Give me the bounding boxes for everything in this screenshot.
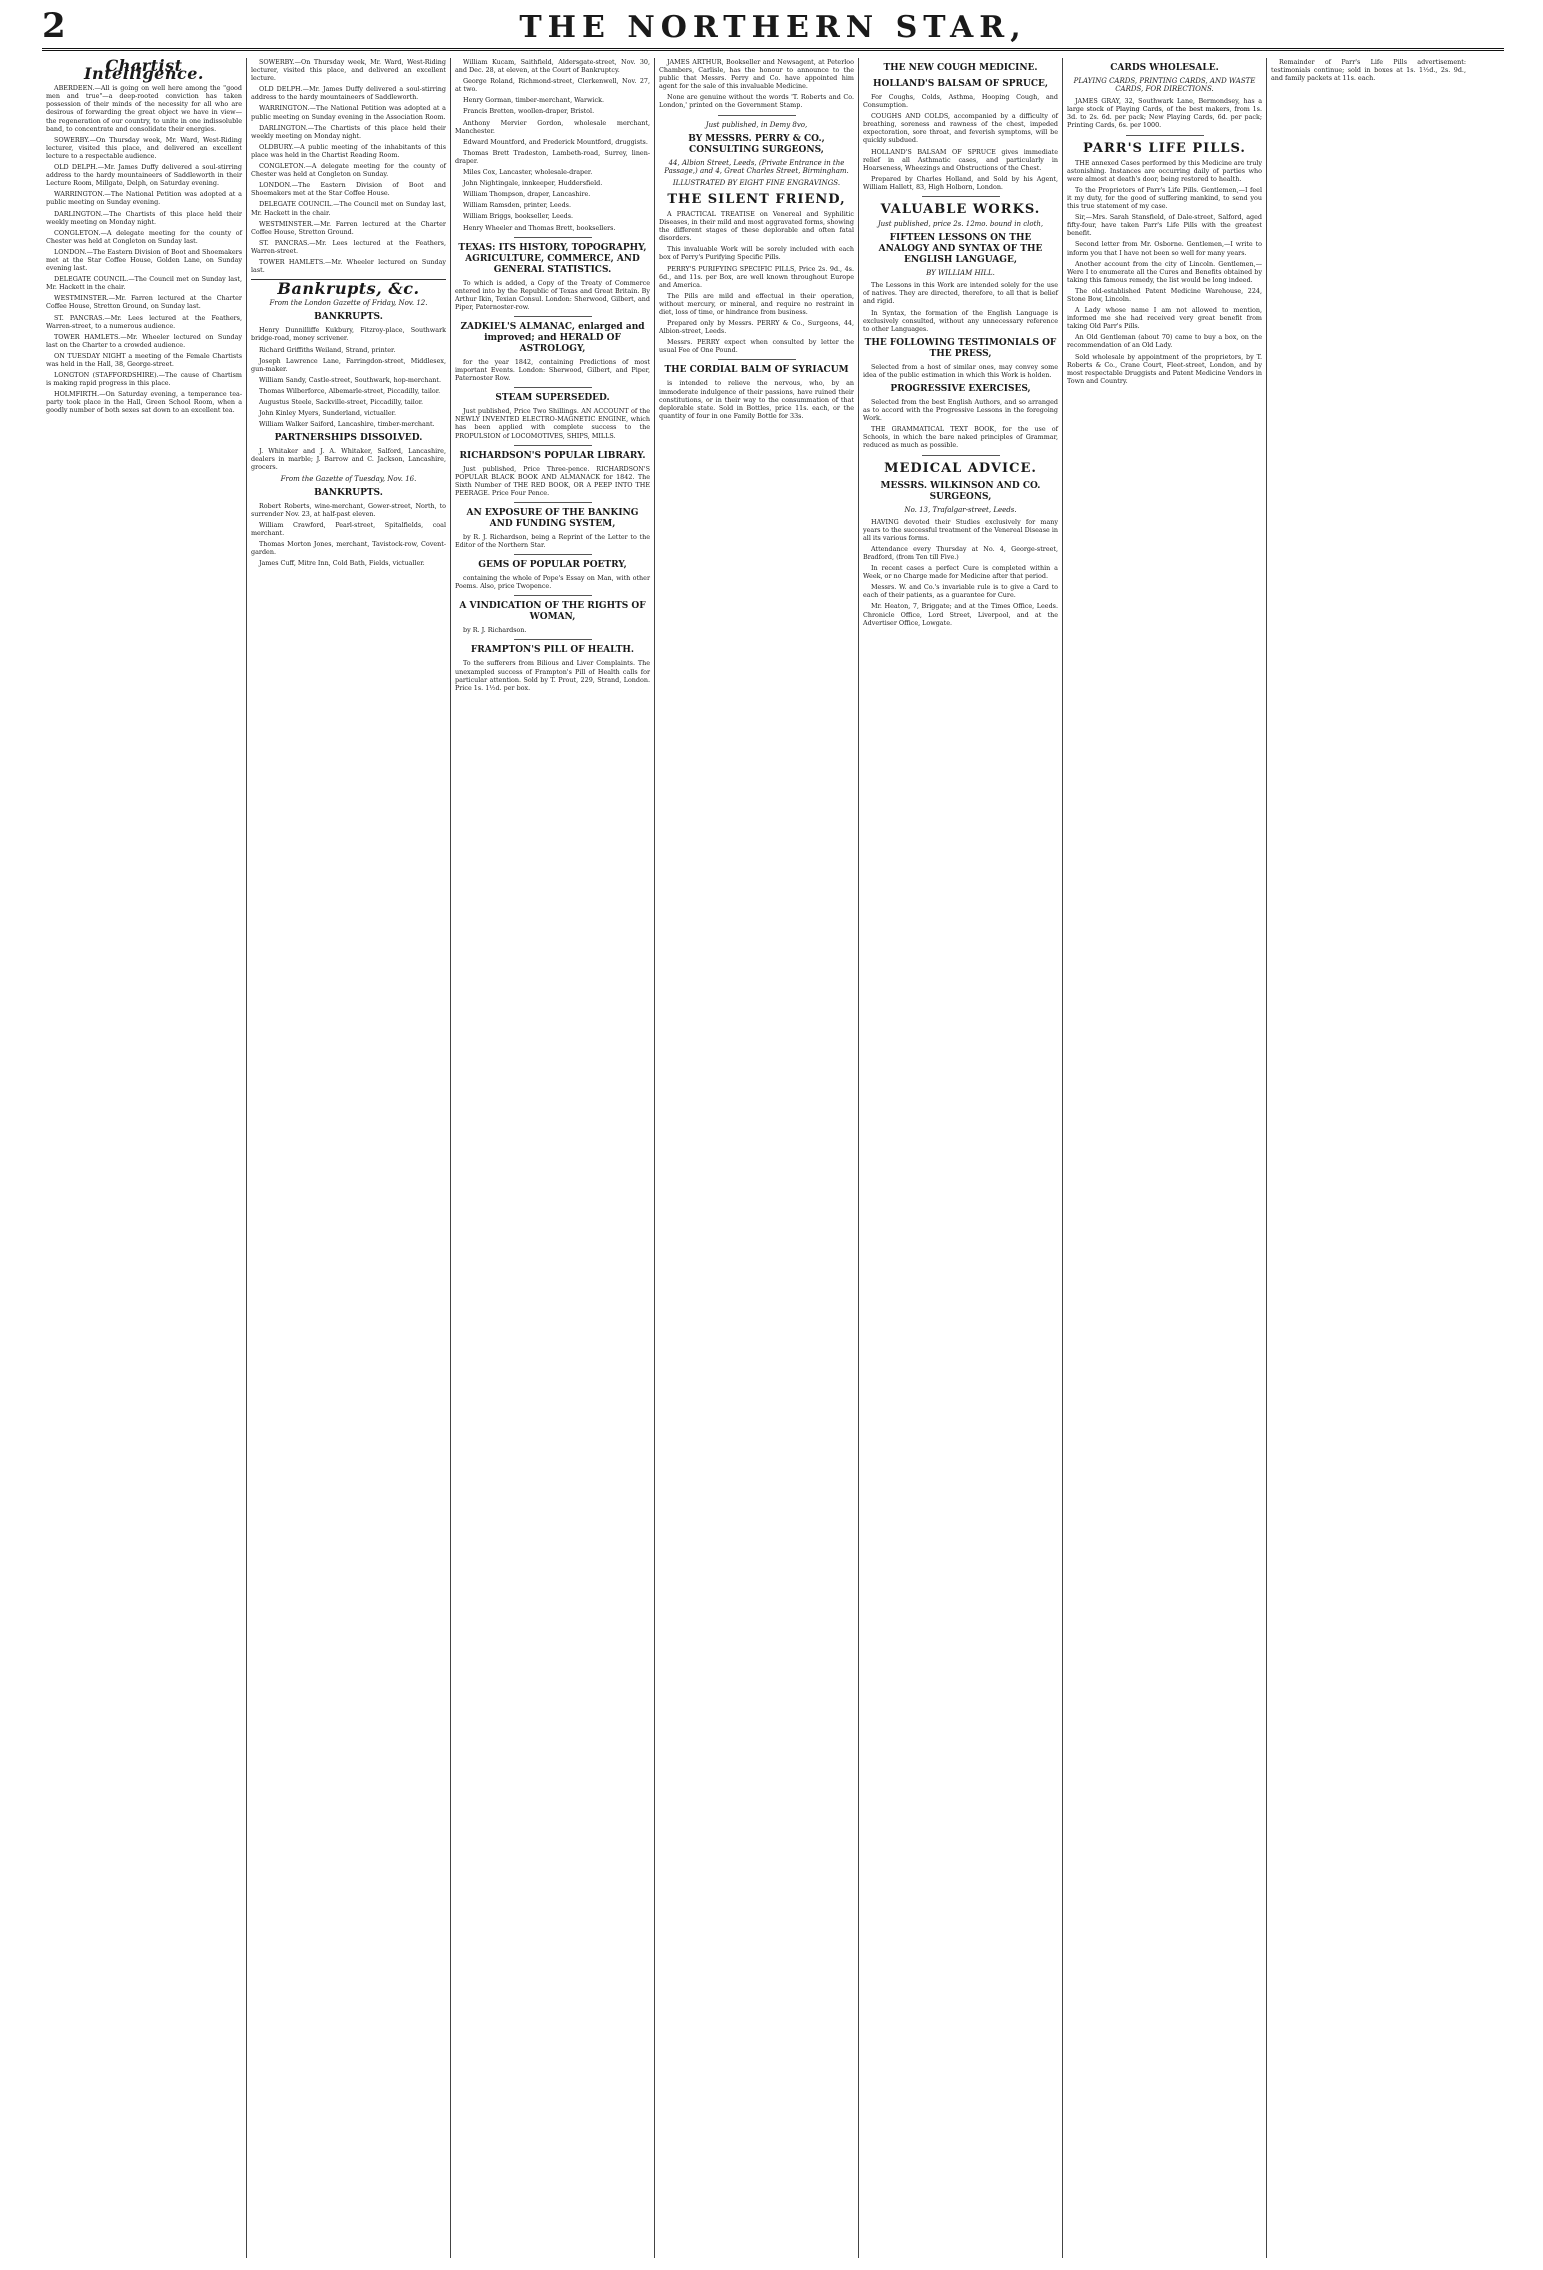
bankrupts-list-2 — [251, 502, 446, 568]
paragraph: Prepared by Charles Holland, and Sold by his Agent, William Hallett, 83, High Holborn, London. — [863, 174, 1058, 191]
paragraph: William Crawford, Pearl-street, Spitalfields, coal merchant. — [251, 520, 446, 537]
paragraph: SOWERBY.—On Thursday week, Mr. Ward, West-Riding lecturer, visited this place, and delivered an excellent lecture to a respectable audience. — [46, 135, 242, 160]
ad-title: FRAMPTON'S PILL OF HEALTH. — [470, 645, 635, 656]
section-title: Bankrupts, &c. — [277, 279, 420, 299]
paragraph: Henry Wheeler and Thomas Brett, booksellers. — [463, 223, 616, 232]
paragraph: TOWER HAMLETS.—Mr. Wheeler lectured on Sunday last on the Charter to a crowded audience. — [46, 332, 242, 349]
paragraph: WARRINGTON.—The National Petition was adopted at a public meeting on Sunday evening in the Association Room. — [251, 104, 446, 121]
paragraph: William Briggs, bookseller, Leeds. — [463, 212, 574, 221]
paragraph: Thomas Brett Tradeston, Lambeth-road, Surrey, linen-draper. — [455, 148, 650, 165]
balm-title: THE CORDIAL BALM OF SYRIACUM — [664, 365, 849, 376]
ad-address: 44, Albion Street, Leeds, (Private Entrance in the Passage,) and 4, Great Charles Street, Birmingham. — [664, 158, 849, 175]
paragraph: John Kinley Myers, Sunderland, victualler. — [259, 409, 397, 418]
ad-title: RICHARDSON'S POPULAR LIBRARY. — [459, 450, 646, 461]
paragraph: COUGHS AND COLDS, accompanied by a difficulty of breathing, soreness and rawness of the chest, impeded expectoration, sore throat, and feverish symptoms, will be quickly subdued. — [863, 112, 1058, 145]
paragraph: James Cuff, Mitre Inn, Cold Bath, Fields, victualler. — [259, 559, 425, 568]
paragraph: ABERDEEN.—All is going on well here among the "good men and true"—a deep-rooted conviction has taken possession of their minds of the necessity for all who are desirous of forwarding the great object we have in view—the regeneration of our country, to unite in one indissoluble band, to concentrate and consolidate their energies. — [46, 84, 242, 133]
ad-title: STEAM SUPERSEDED. — [495, 393, 610, 404]
grammatical-text: THE GRAMMATICAL TEXT BOOK, for the use of Schools, in which the bare naked principles of Grammar, reduced as much as possible. — [863, 425, 1058, 450]
paragraph: OLDBURY.—A public meeting of the inhabitants of this place was held in the Chartist Reading Room. — [251, 142, 446, 159]
ad-title: GEMS OF POPULAR POETRY, — [478, 560, 627, 571]
ad-firm: BY MESSRS. PERRY & CO., CONSULTING SURGEONS, — [688, 133, 825, 155]
ad-title: ZADKIEL'S ALMANAC, enlarged and improved; and HERALD OF ASTROLOGY, — [460, 321, 645, 354]
paragraphs — [46, 84, 242, 414]
paragraph: Francis Bretten, woollen-draper, Bristol. — [463, 107, 595, 116]
ad-title: THE NEW COUGH MEDICINE. — [883, 63, 1038, 73]
divider — [514, 445, 592, 446]
paragraph: SOWERBY.—On Thursday week, Mr. Ward, West-Riding lecturer, visited this place, and delivered an excellent lecture. — [251, 58, 446, 83]
ad-subtitle: HOLLAND'S BALSAM OF SPRUCE, — [872, 79, 1048, 89]
ad-body: by R. J. Richardson, being a Reprint of the Letter to the Editor of the Northern Star. — [455, 533, 650, 550]
page-number: 2 — [42, 6, 66, 46]
paragraph: Richard Griffiths Weiland, Strand, printer. — [259, 345, 396, 354]
divider — [514, 316, 592, 317]
divider — [718, 115, 796, 116]
paragraph: This invaluable Work will be sorely included with each box of Perry's Purifying Specific Pills. — [659, 245, 854, 262]
divider — [922, 455, 1000, 456]
progressive-body: Selected from the best English Authors, and so arranged as to accord with the Progressive Lessons in the foregoing Work. — [863, 397, 1058, 423]
medical-address: No. 13, Trafalgar-street, Leeds. — [904, 505, 1017, 514]
bankrupts-list — [251, 326, 446, 428]
column-3 — [450, 58, 654, 2258]
masthead-rule — [42, 48, 1504, 51]
paragraph: Henry Dunnilliffe Kukbury, Fitzroy-place, Southwark bridge-road, money scrivener. — [251, 326, 446, 343]
paragraph: DELEGATE COUNCIL.—The Council met on Sunday last, Mr. Hackett in the chair. — [251, 200, 446, 217]
paragraph: Remainder of Parr's Life Pills advertisement: testimonials continue; sold in boxes at 1s. 1½d., 2s. 9d., and family packets at 11s. each. — [1271, 58, 1466, 83]
paragraph: William Sandy, Castle-street, Southwark, hop-merchant. — [259, 375, 442, 384]
paragraphs — [1271, 58, 1466, 82]
ad-title: THE SILENT FRIEND, — [667, 191, 846, 207]
paragraph: Sir,—Mrs. Sarah Stansfield, of Dale-street, Salford, aged fifty-four, have taken Parr's Life Pills with the greatest benefit. — [1067, 213, 1262, 238]
paragraph: HOLMFIRTH.—On Saturday evening, a temperance tea-party took place in the Hall, Green School Room, when a goodly number of both sexes sat down to an excellent tea. — [46, 390, 242, 415]
paragraph: The old-established Patent Medicine Warehouse, 224, Stone Bow, Lincoln. — [1067, 286, 1262, 303]
bankrupts-head-2: BANKRUPTS. — [314, 487, 383, 498]
newspaper-title: THE NORTHERN STAR, — [519, 10, 1027, 45]
paragraph: William Ramsden, printer, Leeds. — [463, 201, 571, 210]
paragraph: LONDON.—The Eastern Division of Boot and Shoemakers met at the Star Coffee House, Golden Lane, on Sunday evening last. — [46, 247, 242, 273]
columns — [42, 58, 1504, 2258]
paragraph: Robert Roberts, wine-merchant, Gower-street, North, to surrender Nov. 23, at half-past eleven. — [251, 501, 446, 518]
lessons-title: FIFTEEN LESSONS ON THE ANALOGY AND SYNTAX OF THE ENGLISH LANGUAGE, — [878, 233, 1043, 266]
paragraph: DARLINGTON.—The Chartists of this place held their weekly meeting on Monday night. — [251, 123, 446, 140]
medical-head: MEDICAL ADVICE. — [884, 460, 1037, 476]
paragraph: LONGTON (STAFFORDSHIRE).—The cause of Chartism is making rapid progress in this place. — [46, 371, 242, 388]
paragraph: ST. PANCRAS.—Mr. Lees lectured at the Feathers, Warren-street, to a numerous audience. — [46, 313, 242, 330]
ad-intro: Just published, in Demy 8vo, — [705, 120, 808, 129]
paragraph: ON TUESDAY NIGHT a meeting of the Female Chartists was held in the Hall, 38, George-street. — [46, 351, 242, 368]
ad-title: AN EXPOSURE OF THE BANKING AND FUNDING SYSTEM, — [466, 508, 639, 529]
paragraph: William Walker Saiford, Lancashire, timber-merchant. — [259, 420, 435, 429]
ads — [455, 237, 650, 692]
parr-head: PARR'S LIFE PILLS. — [1083, 140, 1246, 156]
ad-body: To the sufferers from Bilious and Liver Complaints. The unexampled success of Frampton's Pill of Health calls for particular attention. Sold by T. Prout, 229, Strand, London. Price 1s. 1½d. per box. — [455, 659, 650, 692]
ad-title: CARDS WHOLESALE. — [1110, 63, 1219, 73]
balm-body: is intended to relieve the nervous, who, by an immoderate indulgence of their passions, have ruined their constitutions, or in their way to the consummation of that deplorable state. Sold in Bottles, price 11s. each, or the quantity of four in one Family Bottle for 33s. — [659, 379, 854, 420]
paragraph: THE annexed Cases performed by this Medicine are truly astonishing. Instances are occurring daily of parties who were almost at death's door, being restored to health. — [1067, 158, 1262, 183]
paragraph: Edward Mountford, and Frederick Mountford, druggists. — [463, 137, 648, 146]
divider — [1126, 135, 1204, 136]
paragraph: WARRINGTON.—The National Petition was adopted at a public meeting on Sunday evening. — [46, 190, 242, 207]
paragraph: Joseph Lawrence Lane, Farringdon-street, Middlesex, gun-maker. — [251, 356, 446, 373]
divider — [514, 639, 592, 640]
paragraph: JAMES GRAY, 32, Southwark Lane, Bermondsey, has a large stock of Playing Cards, of the best makers, from 1s. 3d. to 2s. 6d. per pack; New Playing Cards, 6d. per pack; Printing Cards, 6s. per 1000. — [1067, 97, 1262, 130]
divider — [514, 502, 592, 503]
divider — [514, 554, 592, 555]
paragraph: HAVING devoted their Studies exclusively for many years to the successful treatment of the Venereal Disease in all its various forms. — [863, 517, 1058, 542]
column-6 — [1062, 58, 1266, 2258]
divider — [514, 595, 592, 596]
paragraph: Thomas Wilberforce, Albemarle-street, Piccadilly, tailor. — [259, 386, 441, 395]
paragraphs — [455, 58, 650, 232]
paragraph: Sold wholesale by appointment of the proprietors, by T. Roberts & Co., Crane Court, Fleet-street, London, and by most respectable Druggists and Patent Medicine Vendors in Town and Country. — [1067, 352, 1262, 385]
paragraph: An Old Gentleman (about 70) came to buy a box, on the recommendation of an Old Lady. — [1067, 333, 1262, 350]
paragraph: A Lady whose name I am not allowed to mention, informed me she had received very great benefit from taking Old Parr's Pills. — [1067, 306, 1262, 331]
paragraph: William Thompson, draper, Lancashire. — [463, 190, 591, 199]
paragraph: The Lessons in this Work are intended solely for the use of natives. They are directed, therefore, to all that is belief and rigid. — [863, 281, 1058, 306]
divider — [514, 237, 592, 238]
paragraph: John Nightingale, innkeeper, Huddersfield. — [463, 179, 603, 188]
ad-body: containing the whole of Pope's Essay on Man, with other Poems. Also, price Twopence. — [455, 574, 650, 591]
ad-body: for the year 1842, containing Predictions of most important Events. London: Sherwood, Gilbert, and Piper, Paternoster Row. — [455, 357, 650, 383]
paragraph: William Kucam, Saithfield, Aldersgate-street, Nov. 30, and Dec. 28, at eleven, at the Court of Bankruptcy. — [455, 58, 650, 75]
paragraph: OLD DELPH.—Mr. James Duffy delivered a soul-stirring address to the hardy mountaineers of Saddleworth in their Lecture Room, Millgate, Delph, on Saturday evening. — [46, 163, 242, 188]
ad-body: Just published, Price Three-pence. RICHARDSON'S POPULAR BLACK BOOK AND ALMANACK for 1842. The Sixth Number of THE RED BOOK, OR A PEEP INTO THE PEERAGE. Price Four Pence. — [455, 464, 650, 497]
column-1 — [42, 58, 246, 2258]
ad-title: A VINDICATION OF THE RIGHTS OF WOMAN, — [459, 601, 646, 623]
ad-body — [659, 210, 854, 355]
gazette-subtitle-2: From the Gazette of Tuesday, Nov. 16. — [280, 474, 417, 483]
paragraph: Anthony Mervier Gordon, wholesale merchant, Manchester. — [455, 118, 650, 135]
paragraph: A PRACTICAL TREATISE on Venereal and Syphilitic Diseases, in their mild and most aggravated forms, showing the different stages of these deplorable and often fatal disorders. — [659, 209, 854, 243]
gazette-subtitle: From the London Gazette of Friday, Nov. 12. — [269, 299, 428, 308]
paragraph: PERRY'S PURIFYING SPECIFIC PILLS, Price 2s. 9d., 4s. 6d., and 11s. per Box, are well known throughout Europe and America. — [659, 264, 854, 289]
medical-body — [863, 518, 1058, 627]
bankrupts-head: BANKRUPTS. — [314, 312, 383, 323]
testimonials-body: Selected from a host of similar ones, may convey some idea of the public estimation in which this Work is holden. — [863, 362, 1058, 379]
paragraph: Mr. Heaton, 7, Briggate; and at the Times Office, Leeds. Chronicle Office, Lord Street, Liverpool, and at the Advertiser Office, Lowgate. — [863, 602, 1058, 627]
paragraph: CONGLETON.—A delegate meeting for the county of Chester was held at Congleton on Sunday last. — [46, 228, 242, 245]
valuable-head: VALUABLE WORKS. — [880, 202, 1041, 218]
paragraph: WESTMINSTER.—Mr. Farren lectured at the Charter Coffee House, Stretton Ground, on Sunday last. — [46, 294, 242, 311]
paragraph: Second letter from Mr. Osborne. Gentlemen,—I write to inform you that I have not been so well for many years. — [1067, 240, 1262, 257]
paragraph: DARLINGTON.—The Chartists of this place held their weekly meeting on Monday night. — [46, 209, 242, 226]
medical-firm: MESSRS. WILKINSON AND CO. SURGEONS, — [880, 480, 1041, 502]
column-7 — [1266, 58, 1470, 2258]
section-title: Chartist Intelligence. — [84, 58, 204, 84]
paragraphs — [1067, 97, 1262, 129]
paragraph: Messrs. W. and Co.'s invariable rule is to give a Card to each of their patients, as a guarantee for Cure. — [863, 583, 1058, 600]
ad-illustrated: ILLUSTRATED BY EIGHT FINE ENGRAVINGS. — [672, 178, 841, 187]
ad-body: Just published, Price Two Shillings. AN ACCOUNT of the NEWLY INVENTED ELECTRO-MAGNETIC ENGINE, which has been applied with complete success to the PROPULSION of LOCOMOTIVES, SHIPS, MILLS. — [455, 407, 650, 440]
parr-body — [1067, 159, 1262, 385]
paragraph: CONGLETON.—A delegate meeting for the county of Chester was held at Congleton on Sunday. — [251, 162, 446, 179]
testimonials-head: THE FOLLOWING TESTIMONIALS OF THE PRESS, — [864, 337, 1057, 359]
paragraph: TOWER HAMLETS.—Mr. Wheeler lectured on Sunday last. — [251, 257, 446, 275]
ad-title: TEXAS: ITS HISTORY, TOPOGRAPHY, AGRICULTURE, COMMERCE, AND GENERAL STATISTICS. — [458, 242, 647, 275]
paragraphs — [251, 58, 446, 274]
paragraph: LONDON.—The Eastern Division of Boot and Shoemakers met at the Star Coffee House. — [251, 181, 446, 198]
paragraph: George Roland, Richmond-street, Clerkenwell, Nov. 27, at two. — [455, 77, 650, 94]
paragraph: DELEGATE COUNCIL.—The Council met on Sunday last, Mr. Hackett in the chair. — [46, 275, 242, 292]
column-4 — [654, 58, 858, 2258]
paragraph: Henry Gorman, timber-merchant, Warwick. — [463, 96, 605, 105]
ad-body: by R. J. Richardson. — [463, 626, 527, 635]
paragraph: Another account from the city of Lincoln. Gentlemen,—Were I to enumerate all the Cures and Benefits obtained by taking this famous remedy, the list would be long indeed. — [1067, 259, 1262, 284]
paragraph: None are genuine without the words 'T. Roberts and Co. London,' printed on the Government Stamp. — [659, 93, 854, 110]
partnerships-text: J. Whitaker and J. A. Whitaker, Salford, Lancashire, dealers in marble; J. Barrow and C. Jackson, Lancashire, grocers. — [251, 447, 446, 472]
paragraph: In recent cases a perfect Cure is completed within a Week, or no Charge made for Medicine after that period. — [863, 564, 1058, 581]
masthead — [42, 6, 1504, 50]
paragraph: JAMES ARTHUR, Bookseller and Newsagent, at Peterloo Chambers, Carlisle, has the honour to announce to the public that Messrs. Perry and Co. have appointed him agent for the sale of this invaluable Medicine. — [659, 58, 854, 91]
ad-subtitle: PLAYING CARDS, PRINTING CARDS, AND WASTE CARDS, FOR DIRECTIONS. — [1073, 77, 1256, 94]
divider — [514, 387, 592, 388]
column-5 — [858, 58, 1062, 2258]
paragraph: HOLLAND'S BALSAM OF SPRUCE gives immediate relief in all Asthmatic cases, and particularly in Hoarseness, Wheezings and Obstructions of the Chest. — [863, 147, 1058, 172]
paragraph: Augustus Steele, Sackville-street, Piccadilly, tailor. — [259, 398, 424, 406]
lessons-author: BY WILLIAM HILL. — [926, 269, 995, 278]
ad-body: To which is added, a Copy of the Treaty of Commerce entered into by the Republic of Texas and Great Britain. By Arthur Ikin, Texian Consul. London: Sherwood, Gilbert, and Piper, Paternoster-row. — [455, 278, 650, 311]
paragraph: Prepared only by Messrs. PERRY & Co., Surgeons, 44, Albion-street, Leeds. — [659, 319, 854, 336]
paragraph: Thomas Morton Jones, merchant, Tavistock-row, Covent-garden. — [251, 540, 446, 557]
paragraph: To the Proprietors of Parr's Life Pills. Gentlemen,—I feel it my duty, for the good of suffering mankind, to send you this true statement of my case. — [1067, 185, 1262, 211]
paragraph: In Syntax, the formation of the English Language is exclusively consulted, without any unnecessary reference to other Languages. — [863, 308, 1058, 333]
paragraph: ST. PANCRAS.—Mr. Lees lectured at the Feathers, Warren-street. — [251, 238, 446, 255]
paragraph: Attendance every Thursday at No. 4, George-street, Bradford, (from Ten till Five.) — [863, 544, 1058, 561]
paragraph: Miles Cox, Lancaster, wholesale-draper. — [463, 168, 593, 177]
lessons-body — [863, 281, 1058, 333]
paragraphs — [659, 58, 854, 110]
column-2 — [246, 58, 450, 2258]
divider — [922, 196, 1000, 197]
paragraph: OLD DELPH.—Mr. James Duffy delivered a soul-stirring address to the hardy mountaineers of Saddleworth. — [251, 85, 446, 102]
paragraph: WESTMINSTER.—Mr. Farren lectured at the Charter Coffee House, Stretton Ground. — [251, 219, 446, 236]
paragraph: The Pills are mild and effectual in their operation, without mercury, or mineral, and require no restraint in diet, loss of time, or hindrance from business. — [659, 291, 854, 316]
paragraph: For Coughs, Colds, Asthma, Hooping Cough, and Consumption. — [863, 93, 1058, 110]
paragraph: Messrs. PERRY expect when consulted by letter the usual Fee of One Pound. — [659, 338, 854, 355]
valuable-intro: Just published, price 2s. 12mo. bound in cloth, — [877, 220, 1044, 229]
partnerships-head: PARTNERSHIPS DISSOLVED. — [274, 433, 423, 444]
divider — [718, 359, 796, 360]
paragraphs — [863, 93, 1058, 191]
progressive-title: PROGRESSIVE EXERCISES, — [890, 383, 1031, 394]
